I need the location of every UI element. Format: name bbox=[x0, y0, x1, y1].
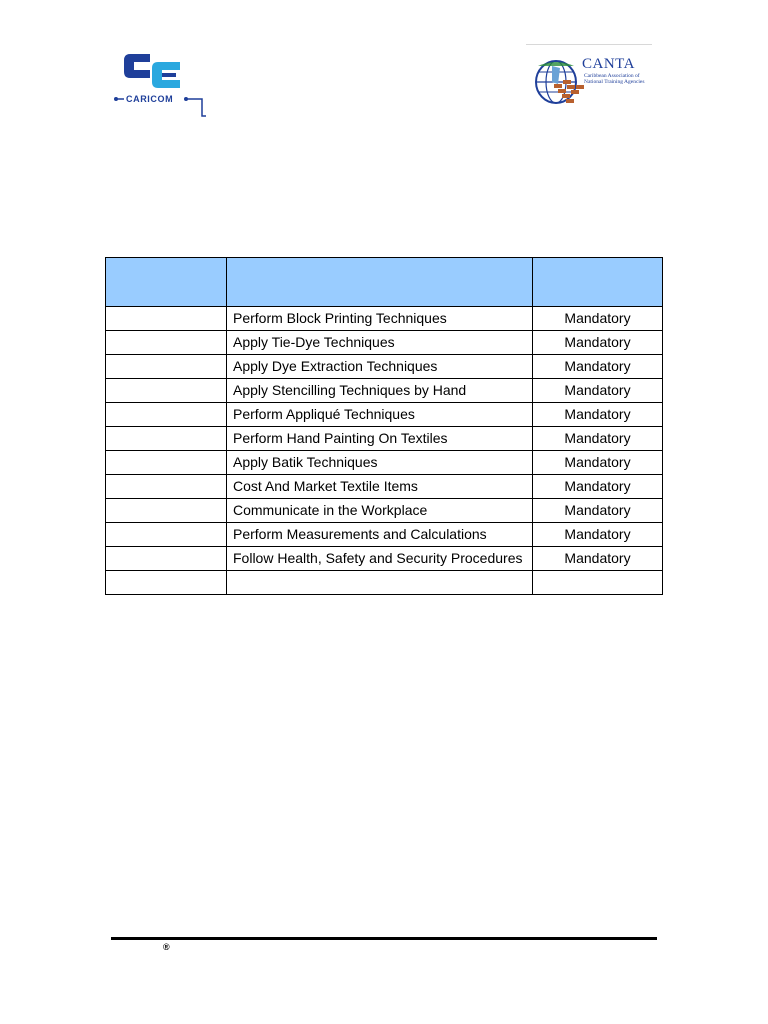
unit-code-cell bbox=[106, 307, 227, 331]
unit-code-cell bbox=[106, 451, 227, 475]
table-row bbox=[106, 355, 663, 379]
unit-status-cell: Mandatory bbox=[533, 451, 663, 475]
unit-status-cell: Mandatory bbox=[533, 403, 663, 427]
header-code bbox=[106, 258, 227, 307]
table-row bbox=[106, 571, 663, 595]
unit-code-cell bbox=[106, 427, 227, 451]
unit-title-cell: Apply Batik Techniques bbox=[227, 451, 533, 475]
unit-status-cell: Mandatory bbox=[533, 523, 663, 547]
unit-title-cell: Apply Stencilling Techniques by Hand bbox=[227, 379, 533, 403]
unit-code-cell bbox=[106, 571, 227, 595]
caricom-wordmark: CARICOM bbox=[126, 94, 174, 104]
unit-title-cell: Cost And Market Textile Items bbox=[227, 475, 533, 499]
unit-title-cell: Apply Tie-Dye Techniques bbox=[227, 331, 533, 355]
unit-status-cell: Mandatory bbox=[533, 547, 663, 571]
table-row bbox=[106, 499, 663, 523]
canta-name: CANTA bbox=[582, 56, 635, 72]
unit-title-cell: Perform Hand Painting On Textiles bbox=[227, 427, 533, 451]
table-row bbox=[106, 331, 663, 355]
table-row bbox=[106, 523, 663, 547]
unit-code-cell bbox=[106, 523, 227, 547]
header-status bbox=[533, 258, 663, 307]
unit-title-cell: Perform Block Printing Techniques bbox=[227, 307, 533, 331]
unit-title-cell: Perform Appliqué Techniques bbox=[227, 403, 533, 427]
table-row bbox=[106, 379, 663, 403]
unit-title-cell: Follow Health, Safety and Security Procedures bbox=[227, 547, 533, 571]
unit-status-cell: Mandatory bbox=[533, 475, 663, 499]
unit-title-cell bbox=[227, 571, 533, 595]
caricom-logo bbox=[110, 48, 206, 118]
unit-title-cell: Apply Dye Extraction Techniques bbox=[227, 355, 533, 379]
unit-title-cell: Perform Measurements and Calculations bbox=[227, 523, 533, 547]
canta-subtitle: Caribbean Association of National Training Agencies bbox=[584, 73, 645, 85]
unit-status-cell: Mandatory bbox=[533, 427, 663, 451]
unit-code-cell bbox=[106, 355, 227, 379]
canta-logo bbox=[526, 44, 652, 112]
unit-status-cell: Mandatory bbox=[533, 499, 663, 523]
table-row bbox=[106, 547, 663, 571]
unit-status-cell: Mandatory bbox=[533, 331, 663, 355]
table-row bbox=[106, 475, 663, 499]
unit-code-cell bbox=[106, 403, 227, 427]
unit-code-cell bbox=[106, 475, 227, 499]
units-table bbox=[105, 257, 663, 595]
unit-status-cell: Mandatory bbox=[533, 307, 663, 331]
footer-rule bbox=[111, 937, 657, 940]
table-row bbox=[106, 307, 663, 331]
table-row bbox=[106, 427, 663, 451]
unit-code-cell bbox=[106, 379, 227, 403]
unit-status-cell bbox=[533, 571, 663, 595]
unit-status-cell: Mandatory bbox=[533, 379, 663, 403]
unit-status-cell: Mandatory bbox=[533, 355, 663, 379]
table-header-row bbox=[106, 258, 663, 307]
copyright-mark: ® bbox=[163, 942, 170, 952]
unit-title-cell: Communicate in the Workplace bbox=[227, 499, 533, 523]
unit-code-cell bbox=[106, 547, 227, 571]
header-title bbox=[227, 258, 533, 307]
table-row bbox=[106, 403, 663, 427]
table-row bbox=[106, 451, 663, 475]
unit-code-cell bbox=[106, 499, 227, 523]
unit-code-cell bbox=[106, 331, 227, 355]
